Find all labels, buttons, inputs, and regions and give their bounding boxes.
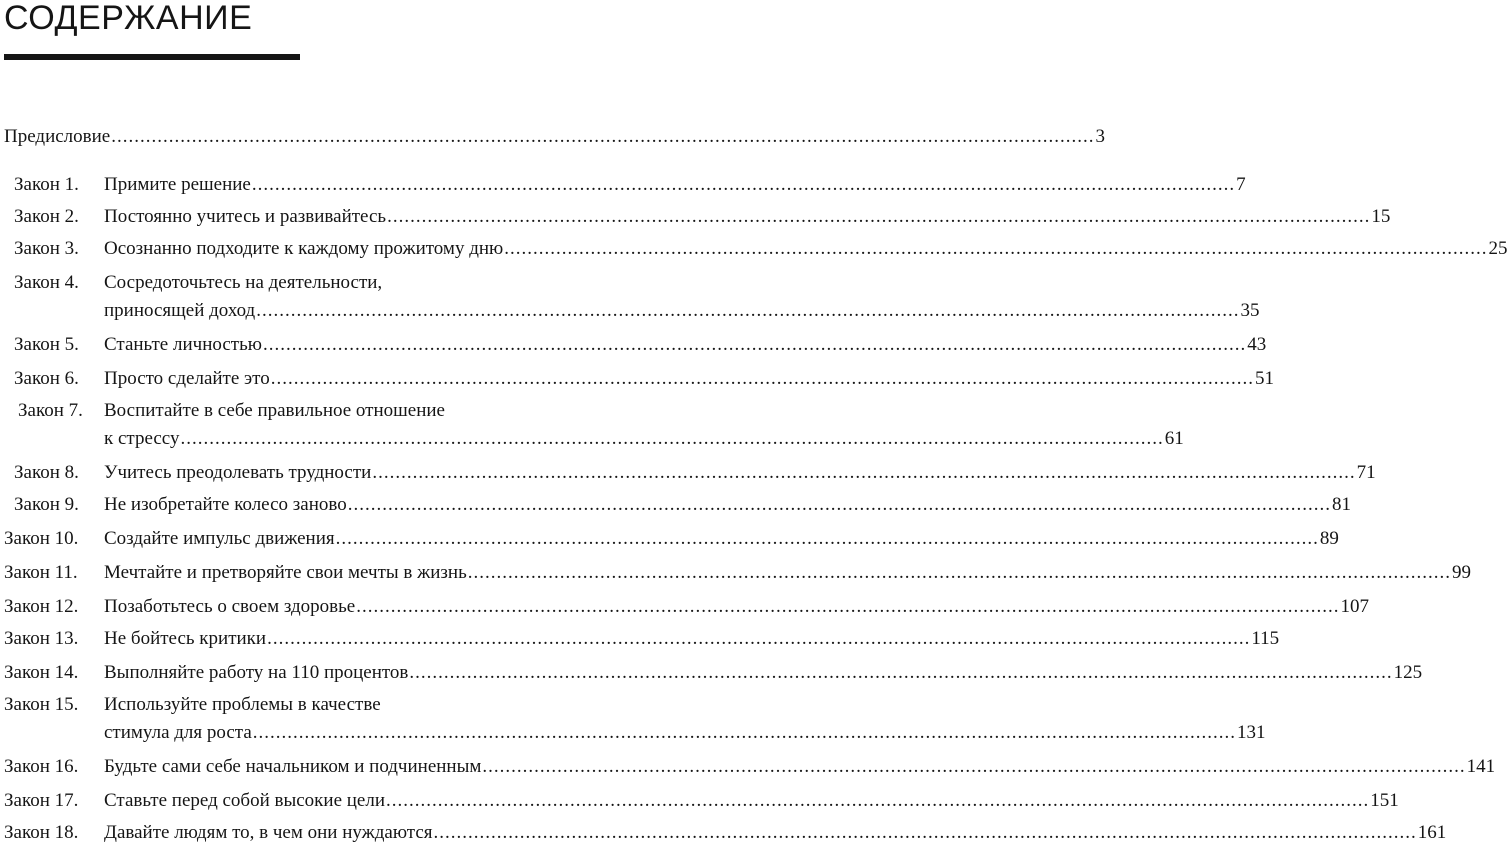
toc-entry-label: Закон 13. (4, 628, 79, 649)
dot-leader: ........................................................................................................................................................................... (251, 174, 1236, 195)
toc-entry-label: Закон 14. (4, 662, 79, 683)
toc-entry (0, 626, 1280, 652)
toc-entry (0, 820, 1447, 846)
toc-entry-page-number: 125 (1393, 662, 1423, 683)
dot-leader: ........................................................................................................................................................................... (256, 300, 1240, 321)
toc-entry-label: Закон 15. (4, 694, 79, 715)
toc-entry-page-number: 15 (1371, 206, 1391, 227)
toc-entry-label: Закон 1. (14, 174, 79, 195)
toc-entry (0, 298, 1260, 324)
toc-entry-title: Создайте импульс движения (104, 528, 335, 549)
toc-entry (0, 526, 1339, 552)
toc-entry-label: Закон 17. (4, 790, 79, 811)
dot-leader: ........................................................................................................................................................................... (335, 528, 1319, 549)
toc-entry-label: Закон 18. (4, 822, 79, 843)
toc-entry (0, 660, 1423, 686)
dot-leader: ........................................................................................................................................................................... (482, 756, 1466, 777)
toc-entry (0, 692, 632, 718)
dot-leader: ........................................................................................................................................................................... (372, 462, 1356, 483)
toc-entry-page-number: 89 (1319, 528, 1339, 549)
dot-leader: ........................................................................................................................................................................... (270, 368, 1254, 389)
toc-entry (0, 332, 1267, 358)
toc-entry-title: Осознанно подходите к каждому прожитому дню (104, 238, 504, 259)
toc-entry-page-number: 35 (1240, 300, 1260, 321)
dot-leader: ........................................................................................................................................................................... (386, 790, 1370, 811)
toc-entry-page-number: 51 (1255, 368, 1274, 389)
toc-entry-label: Закон 6. (14, 368, 79, 389)
dot-leader: ........................................................................................................................................................................... (467, 562, 1451, 583)
toc-entry-title: Мечтайте и претворяйте свои мечты в жизнь (104, 562, 467, 583)
toc-entry-label: Закон 8. (14, 462, 79, 483)
toc-entry-label: Закон 12. (4, 596, 79, 617)
toc-entry-label: Закон 10. (4, 528, 79, 549)
dot-leader: ........................................................................................................................................................................... (347, 494, 1331, 515)
toc-entry-title: Давайте людям то, в чем они нуждаются (104, 822, 433, 843)
toc-entry-label: Закон 11. (4, 562, 78, 583)
page-title: СОДЕРЖАНИЕ (4, 0, 253, 37)
toc-entry-title: Постоянно учитесь и развивайтесь (104, 206, 387, 227)
dot-leader: ........................................................................................................................................................................... (433, 822, 1417, 843)
toc-entry (0, 788, 1399, 814)
toc-entry (0, 366, 1274, 392)
toc-entry-page-number: 61 (1164, 428, 1184, 449)
toc-entry-page-number: 43 (1247, 334, 1267, 355)
dot-leader: ........................................................................................................................................................................... (267, 628, 1251, 649)
toc-entry-label: Закон 4. (14, 272, 79, 293)
toc-entry-title: стимула для роста (104, 722, 252, 743)
dot-leader: ........................................................................................................................................................................... (409, 662, 1393, 683)
toc-entry-label: Закон 7. (18, 400, 83, 421)
toc-entry-label: Закон 2. (14, 206, 79, 227)
toc-entry (0, 270, 632, 296)
dot-leader: ........................................................................................................................................................................... (504, 238, 1488, 259)
toc-entry-page-number: 115 (1251, 628, 1280, 649)
toc-entry (0, 460, 1376, 486)
toc-entry-page-number: 131 (1237, 722, 1266, 743)
toc-entry-title: приносящей доход (104, 300, 256, 321)
toc-entry-page-number: 151 (1370, 790, 1399, 811)
toc-entry (0, 594, 1369, 620)
toc-entry-label: Закон 3. (14, 238, 79, 259)
toc-entry (0, 720, 1266, 746)
dot-leader: ........................................................................................................................................................................... (356, 596, 1340, 617)
title-underline (4, 54, 300, 60)
toc-entry (0, 560, 1471, 586)
toc-entry-title: Будьте сами себе начальником и подчиненным (104, 756, 482, 777)
toc-entry-page-number: 161 (1417, 822, 1447, 843)
toc-entry (0, 754, 1496, 780)
toc-entry-title: Используйте проблемы в качестве (104, 694, 381, 715)
toc-entry (0, 236, 1507, 262)
toc-entry-title: Выполняйте работу на 110 процентов (104, 662, 409, 683)
toc-entry-title: Примите решение (104, 174, 251, 195)
toc-entry-label: Закон 16. (4, 756, 79, 777)
toc-entry-title: Не бойтесь критики (104, 628, 267, 649)
dot-leader: ........................................................................................................................................................................... (180, 428, 1164, 449)
toc-entry (0, 426, 1184, 452)
toc-entry (0, 172, 1246, 198)
dot-leader: ........................................................................................................................................................................... (252, 722, 1237, 743)
toc-entry-title: к стрессу (104, 428, 180, 449)
dot-leader: ........................................................................................................................................................................... (387, 206, 1371, 227)
toc-entry-page-number: 3 (1095, 126, 1105, 147)
toc-entry (0, 398, 632, 424)
toc-entry-page-number: 141 (1466, 756, 1496, 777)
toc-entry-title: Предисловие (4, 126, 111, 147)
toc-entry-title: Сосредоточьтесь на деятельности, (104, 272, 383, 293)
dot-leader: ........................................................................................................................................................................... (262, 334, 1247, 355)
toc-entry-title: Учитесь преодолевать трудности (104, 462, 372, 483)
dot-leader: ........................................................................................................................................................................... (111, 126, 1095, 147)
toc-entry-title: Позаботьтесь о своем здоровье (104, 596, 356, 617)
toc-entry (0, 204, 1391, 230)
toc-entry-label: Закон 9. (14, 494, 79, 515)
toc-entry-page-number: 99 (1452, 562, 1471, 583)
toc-entry-title: Ставьте перед собой высокие цели (104, 790, 386, 811)
toc-entry-page-number: 71 (1356, 462, 1376, 483)
toc-entry-page-number: 81 (1331, 494, 1351, 515)
toc-entry-page-number: 107 (1340, 596, 1369, 617)
toc-entry-label: Закон 5. (14, 334, 79, 355)
toc-entry (0, 492, 1351, 518)
toc-entry-title: Станьте личностью (104, 334, 262, 355)
toc-entry-title: Не изобретайте колесо заново (104, 494, 347, 515)
toc-entry-title: Воспитайте в себе правильное отношение (104, 400, 445, 421)
toc-entry-page-number: 25 (1488, 238, 1507, 259)
toc-entry-title: Просто сделайте это (104, 368, 270, 389)
toc-entry (0, 124, 1105, 150)
toc-entry-page-number: 7 (1236, 174, 1246, 195)
